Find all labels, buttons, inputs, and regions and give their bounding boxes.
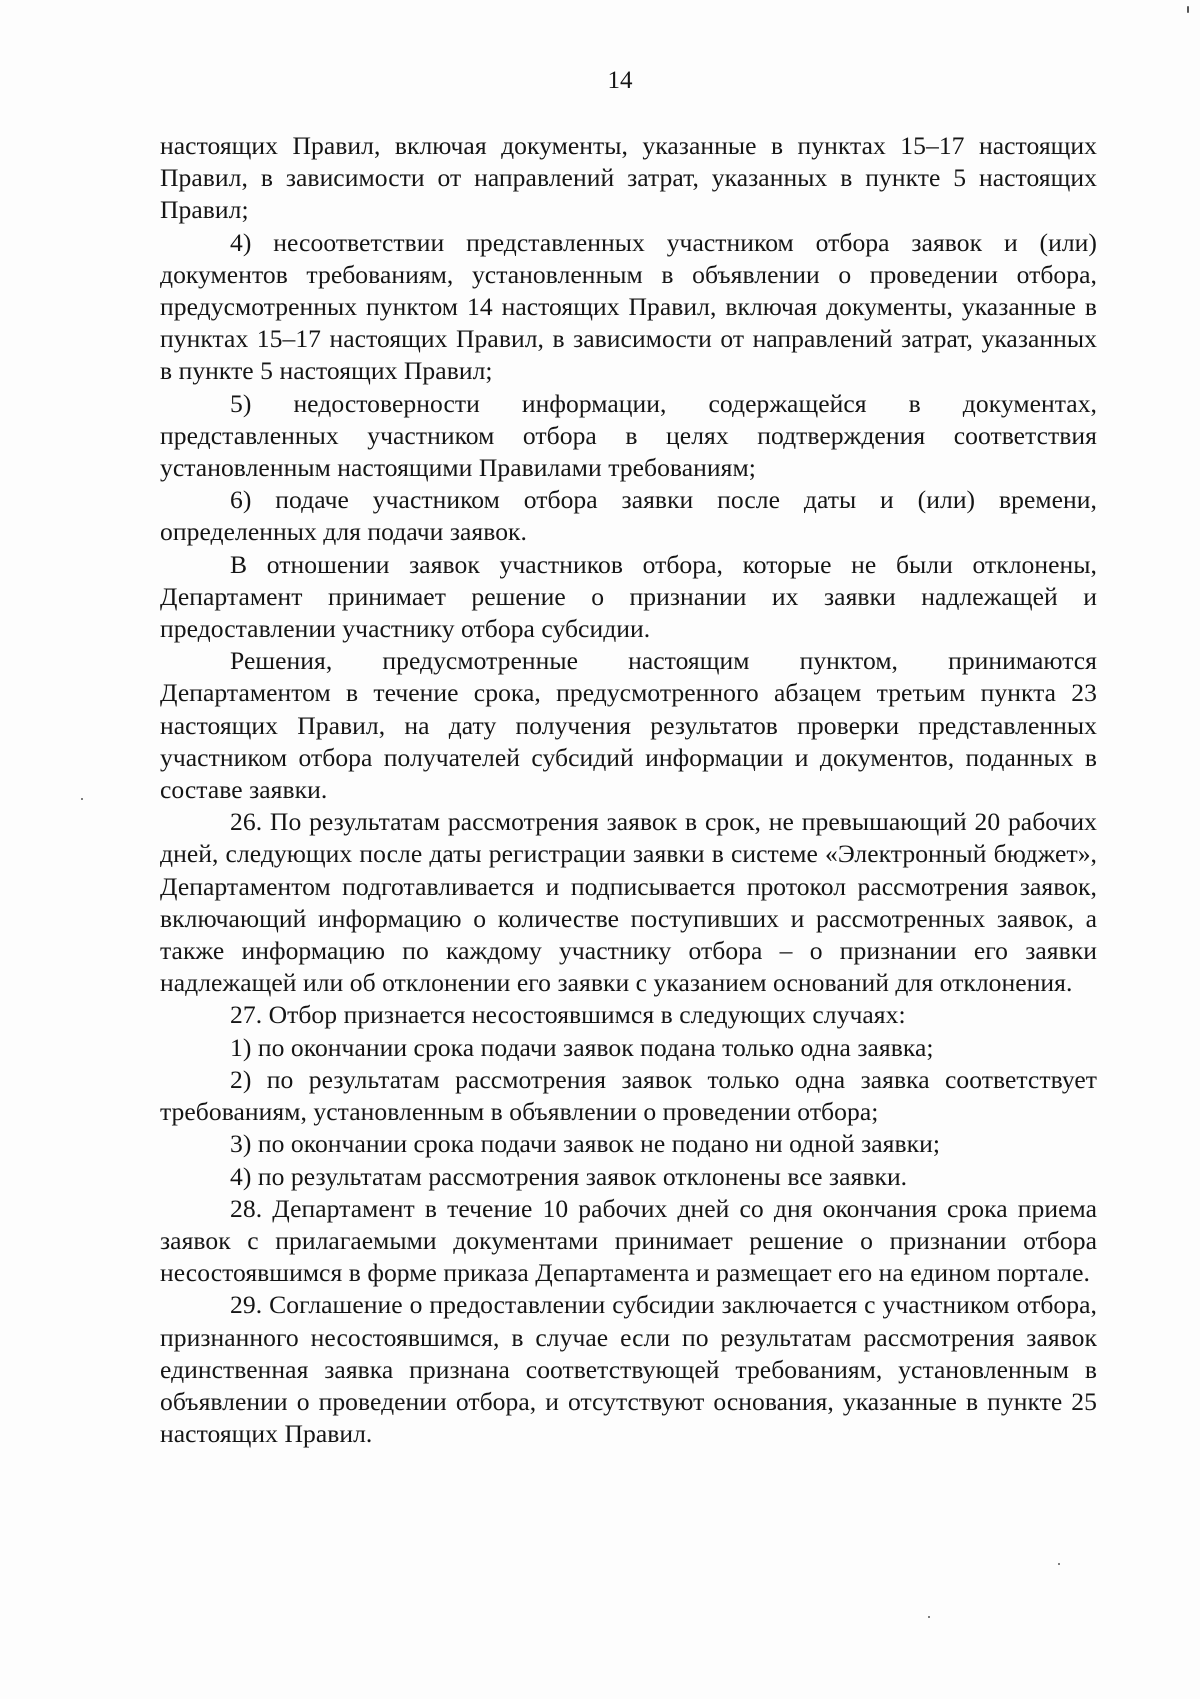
paragraph-26: 26. По результатам рассмотрения заявок в срок, не превышающий 20 рабочих дней, следующих после даты регистрации заявки в системе «Электронный бюджет», Департаментом подготавливается и подписывается протокол рассмотрения заявок, включающий информацию о количестве поступивших и рассмотренных заявок, а также информацию по каждому участнику отбора – о признании его заявки надлежащей или об отклонении его заявки с указанием оснований для отклонения.: [160, 807, 1097, 998]
paragraph-27-item-4: 4) по результатам рассмотрения заявок отклонены все заявки.: [230, 1161, 908, 1191]
scan-speck: [81, 798, 83, 800]
paragraph-item-4: 4) несоответствии представленных участником отбора заявок и (или) документов требованиям, установленным в объявлении о проведении отбора, предусмотренных пунктом 14 настоящих Правил, включая документы, указанные в пунктах 15–17 настоящих Правил, в зависимости от направлений затрат, указанных в пункте 5 настоящих Правил;: [160, 227, 1097, 386]
paragraph-29: 29. Соглашение о предоставлении субсидии заключается с участником отбора, признанного несостоявшимся, в случае если по результатам рассмотрения заявок единственная заявка признана соответствующей требованиям, установленным в объявлении о проведении отбора, и отсутствуют основания, указанные в пункте 25 настоящих Правил.: [160, 1290, 1097, 1449]
paragraph-28: 28. Департамент в течение 10 рабочих дней со дня окончания срока приема заявок с прилагаемыми документами принимает решение о признании отбора несостоявшимся в форме приказа Департамента и размещает его на едином портале.: [160, 1193, 1097, 1288]
paragraph-continuation: настоящих Правил, включая документы, указанные в пунктах 15–17 настоящих Правил, в зависимости от направлений затрат, указанных в пункте 5 настоящих Правил;: [160, 131, 1097, 225]
paragraph-item-5: 5) недостоверности информации, содержащейся в документах, представленных участником отбора в целях подтверждения соответствия установленным настоящими Правилами требованиям;: [160, 388, 1097, 483]
page-number: 14: [607, 67, 633, 94]
paragraph-27-item-3: 3) по окончании срока подачи заявок не подано ни одной заявки;: [230, 1129, 940, 1159]
paragraph-27-item-2: 2) по результатам рассмотрения заявок только одна заявка соответствует требованиям, установленным в объявлении о проведении отбора;: [160, 1064, 1097, 1127]
paragraph-27: 27. Отбор признается несостоявшимся в следующих случаях:: [230, 1000, 906, 1030]
scan-edge-mark: [1187, 6, 1189, 13]
paragraph-27-item-1: 1) по окончании срока подачи заявок подана только одна заявка;: [230, 1032, 934, 1062]
paragraph-item-6: 6) подаче участником отбора заявки после даты и (или) времени, определенных для подачи заявок.: [160, 485, 1097, 547]
paragraph-decisions: Решения, предусмотренные настоящим пунктом, принимаются Департаментом в течение срока, предусмотренного абзацем третьим пункта 23 настоящих Правил, на дату получения результатов проверки представленных участником отбора получателей субсидий информации и документов, поданных в составе заявки.: [160, 646, 1097, 805]
scan-speck: [1058, 1563, 1060, 1565]
paragraph-not-rejected: В отношении заявок участников отбора, которые не были отклонены, Департамент принимает решение о признании их заявки надлежащей и предоставлении участнику отбора субсидии.: [160, 549, 1097, 644]
scan-speck: [928, 1616, 930, 1618]
document-body: [160, 130, 1097, 1450]
